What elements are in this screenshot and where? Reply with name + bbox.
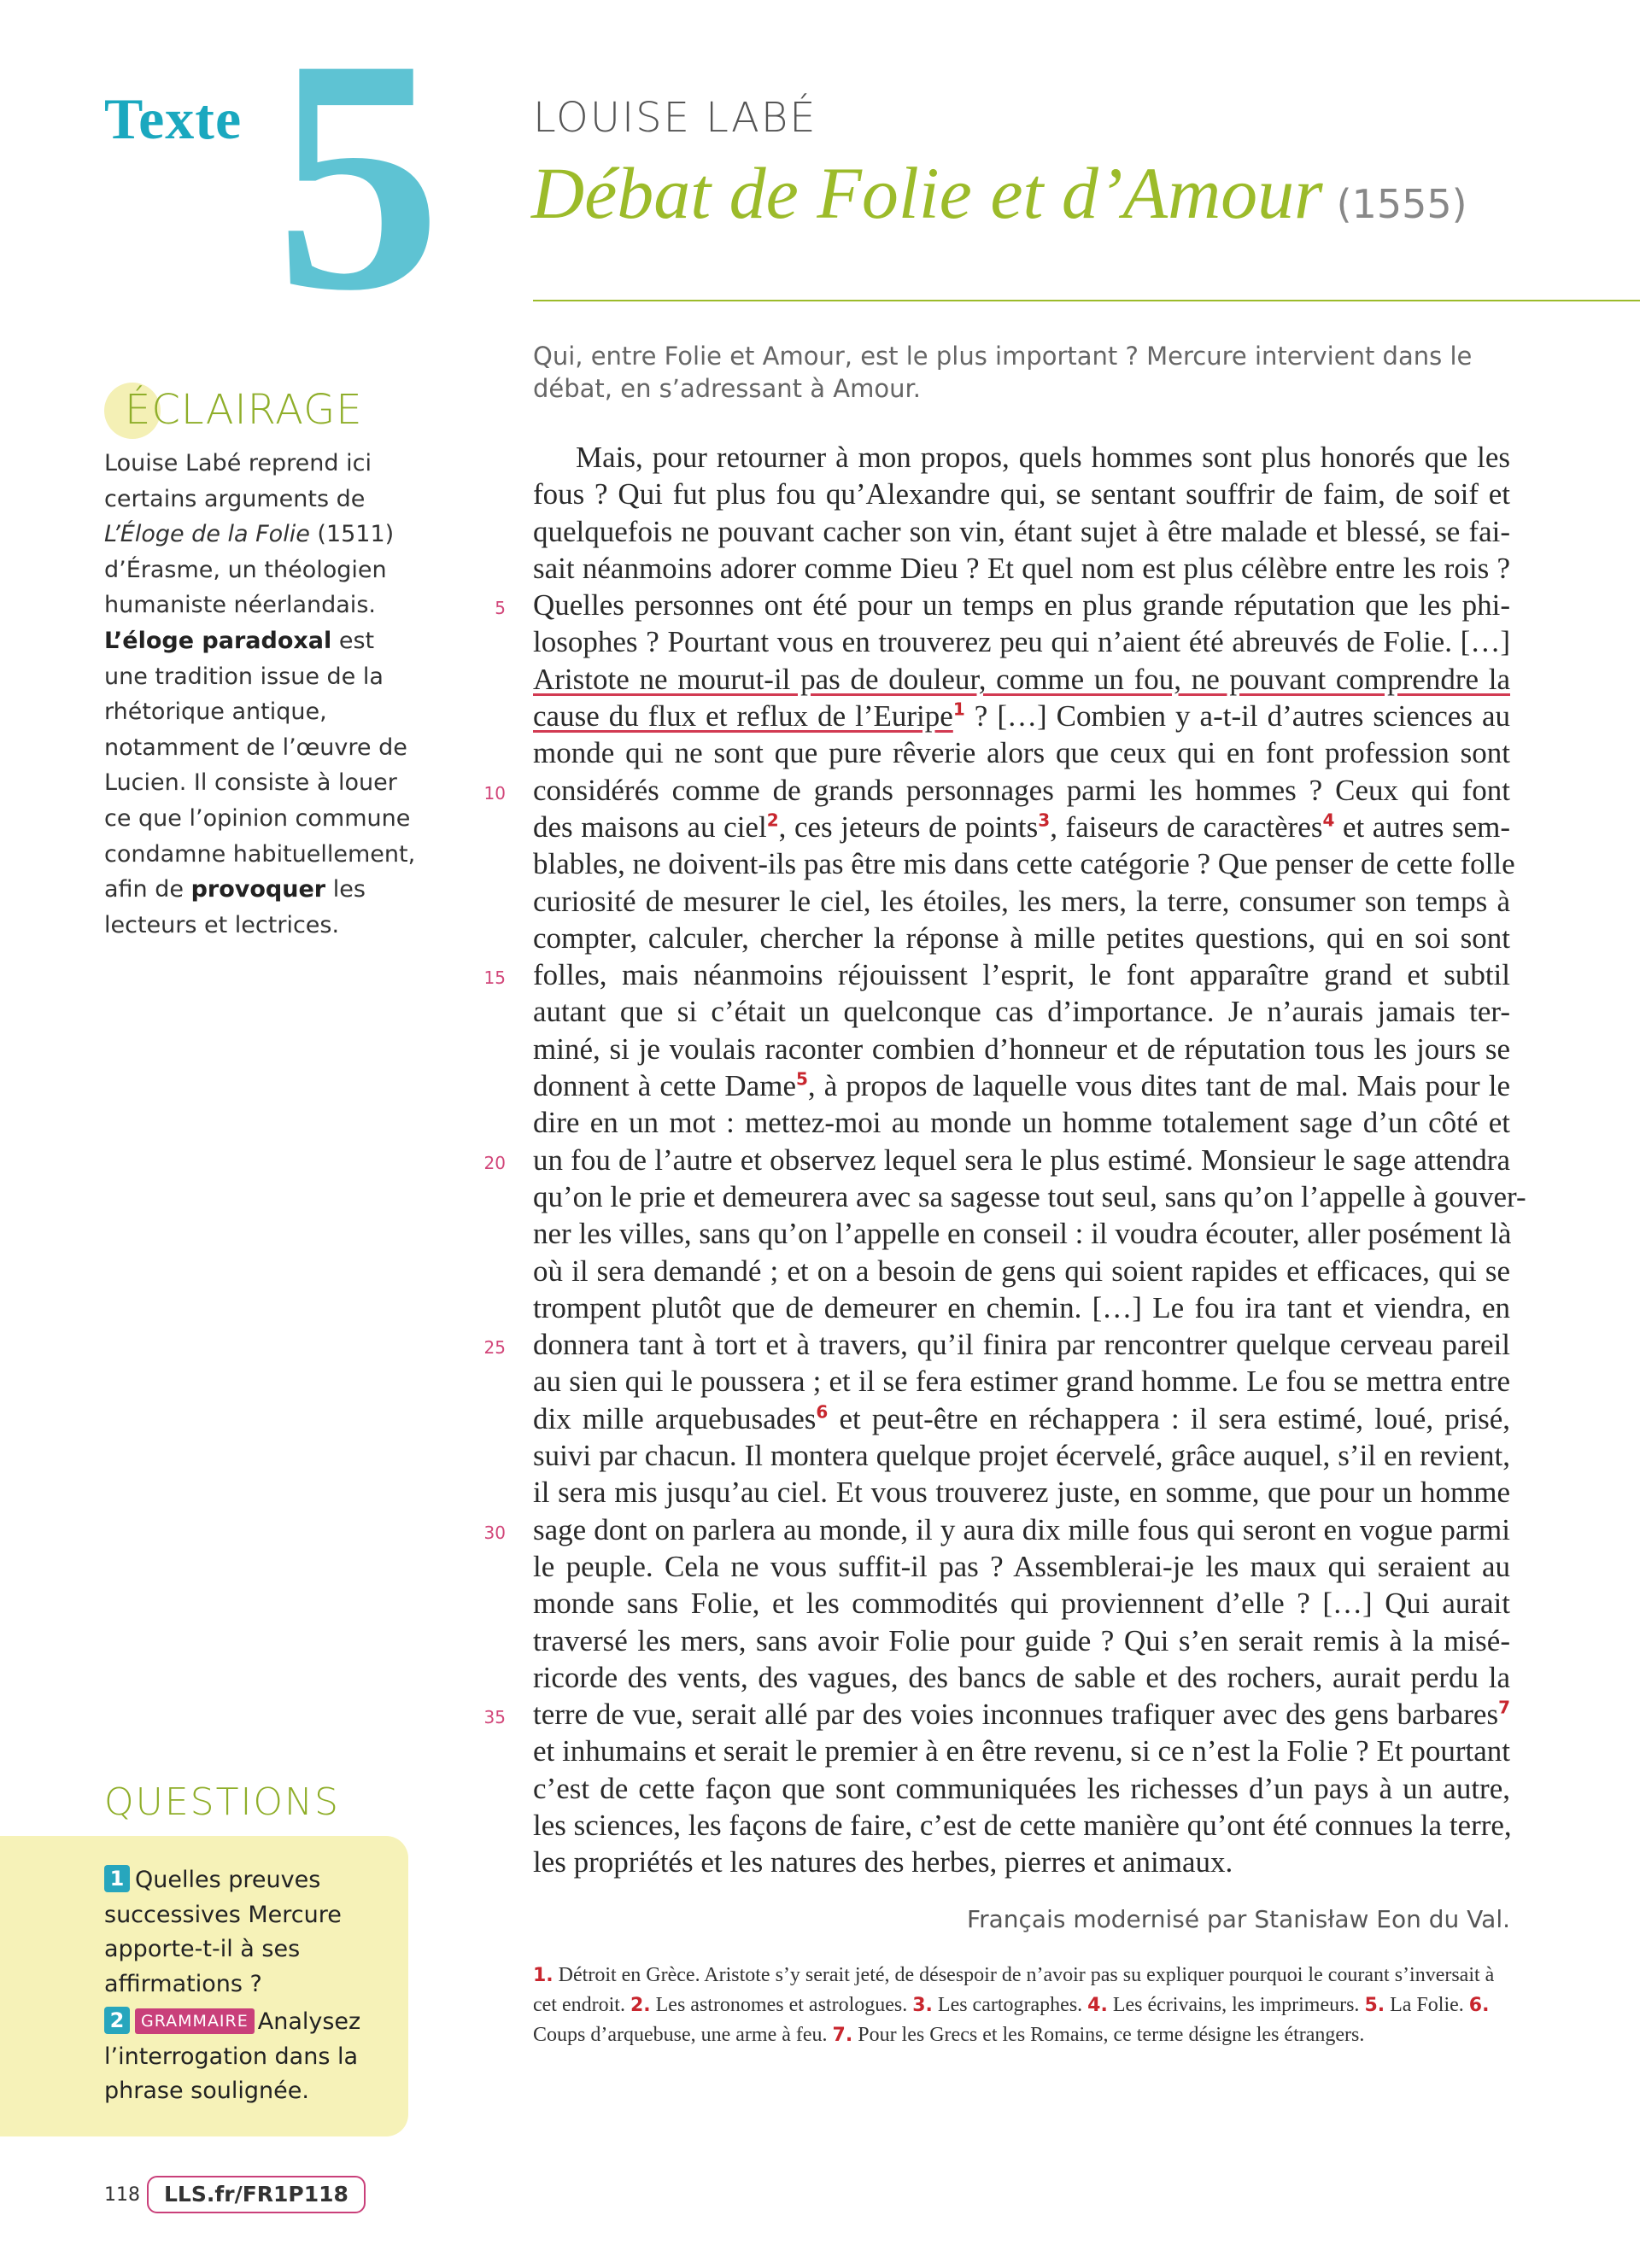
line-number: 10 [483,783,506,804]
text-line: qu’on le prie et demeurera avec sa sagesse tout seul, sans qu’on l’appelle à gouver- [533,1179,1526,1213]
note-number: 4. [1087,1995,1108,2016]
text-line: autant que si c’était un quelconque cas d’importance. Je n’aurais jamais ter- [533,995,1510,1029]
question-text: Quelles preuves successives Mercure apporte-t-il à ses affirmations ? [104,1867,342,1997]
footnote-ref[interactable]: 2 [766,810,779,831]
line-number: 30 [483,1523,506,1543]
translator-credit: Français modernisé par Stanisław Eon du Val. [967,1905,1510,1933]
note-number: 3. [912,1995,933,2016]
text-line: sage dont on parlera au monde, il y aura dix mille fous qui seront en vogue parmi [533,1512,1510,1546]
page-link[interactable]: LLS.fr/FR1P118 [147,2176,366,2213]
line-number: 25 [483,1337,506,1358]
text-line: curiosité de mesurer le ciel, les étoiles, les mers, la terre, consumer son temps à [533,884,1510,918]
text-line: des maisons au ciel$^2$, ces jeteurs de points$^3$, faiseurs de caractères$^4$ et autres sem- [533,810,1510,844]
erasme-work-title: L’Éloge de la Folie [104,521,310,548]
intro-text: Qui, entre Folie et Amour, est le plus important ? Mercure intervient dans le débat, en s’adressant à Amour. [533,342,1473,403]
line-number: 20 [483,1153,506,1173]
note-text: Les cartographes. [937,1994,1083,2016]
page-number: 118 [104,2184,140,2206]
text-line: et inhumains et serait le premier à en être revenu, si ce n’est la Folie ? Et pourtant [533,1734,1510,1768]
text-line: terre de vue, serait allé par des voies inconnues trafiquer avec des gens barbares$^7$ [533,1697,1510,1732]
note-number: 2. [630,1995,651,2016]
work-title: Débat de Folie et d’Amour [531,152,1323,234]
author-name: LOUISE LABÉ [533,94,817,142]
text-line: compter, calculer, chercher la réponse à mille petites questions, qui en soi sont [533,921,1510,955]
footnote-ref[interactable]: 5 [796,1068,808,1090]
line-number: 35 [483,1707,506,1727]
key-term: provoquer [190,876,326,903]
note-number: 1. [533,1965,554,1986]
footnote-ref[interactable]: 7 [1498,1697,1510,1718]
text-line: monde qui ne sont que pure rêverie alors que ceux qui en font profession sont [533,736,1510,770]
text-line: un fou de l’autre et observez lequel sera le plus estimé. Monsieur le sage attendra [533,1143,1510,1177]
question-text: Analysez l’interrogation dans la phrase soulignée. [104,2008,361,2104]
text-line: les propriétés et les natures des herbes, pierres et animaux. [533,1845,1233,1879]
note-text: Les écrivains, les imprimeurs. [1112,1994,1360,2016]
questions-list [104,1863,403,2109]
text-line: miné, si je voulais raconter combien d’honneur et de réputation tous les jours se [533,1032,1510,1066]
text-line: cause du flux et reflux de l’Euripe$^1$ ? […] Combien y a-t-il d’autres sciences au [533,699,1511,734]
text-line: monde sans Folie, et les commodités qui proviennent d’elle ? […] Qui aurait [533,1587,1510,1621]
key-term: L’éloge paradoxal [104,627,332,654]
text-line: il sera mis jusqu’au ciel. Et vous trouverez juste, en somme, que pour un homme [533,1476,1510,1510]
text-line: dire en un mot : mettez-moi au monde un homme totalement sage d’un côté et [533,1106,1510,1140]
line-number: 15 [483,967,506,988]
text-line: suivi par chacun. Il montera quelque projet écervelé, grâce auquel, s’il en revient, [533,1439,1510,1473]
text-line: traversé les mers, sans avoir Folie pour guide ? Qui s’en serait remis à la misé- [533,1623,1510,1657]
note-text: Les astronomes et astrologues. [655,1994,908,2016]
text-line: où il sera demandé ; et on a besoin de gens qui soient rapides et efficaces, qui se [533,1254,1510,1288]
text-line: donnent à cette Dame$^5$, à propos de laquelle vous dites tant de mal. Mais pour le [533,1068,1510,1103]
question-item [104,2005,403,2109]
text-line: dix mille arquebusades$^6$ et peut-être en réchappera : il sera estimé, loué, prisé, [533,1401,1510,1435]
text-line: les sciences, les façons de faire, c’est de cette manière qu’ont été connues la terre, [533,1808,1512,1842]
text-line: au sien qui le poussera ; et il se fera estimer grand homme. Le fou se mettra entre [533,1365,1510,1399]
note-text: Détroit en Grèce. Aristote s’y serait jeté, de désespoir de n’avoir pas su expliquer pourquoi le courant s’inversait à cet endroit. [533,1964,1495,2016]
work-title-line [531,150,1467,236]
text-line: Quelles personnes ont été pour un temps en plus grande réputation que les phi- [533,588,1510,623]
underlined-sentence: cause du flux et reflux de l’Euripe [533,699,953,734]
text-line: ner les villes, sans qu’on l’appelle en conseil : il voudra écouter, aller posément là [533,1217,1512,1251]
header-divider [533,300,1640,301]
text-line: trompent plutôt que de demeurer en chemin. […] Le fou ira tant et viendra, en [533,1290,1510,1324]
footnote-ref[interactable]: 4 [1322,810,1335,831]
text-line: quelquefois ne pouvant cacher son vin, étant sujet à être malade et blessé, se fai- [533,514,1510,548]
main-text [533,439,1526,1881]
text-number: 5 [275,0,442,359]
grammar-badge: GRAMMAIRE [135,2008,255,2034]
note-text: Coups d’arquebuse, une arme à feu. [533,2024,828,2046]
work-year: (1555) [1336,181,1467,227]
line-number: 5 [495,598,506,618]
underlined-sentence: Aristote ne mourut-il pas de douleur, comme un fou, ne pouvant comprendre la [533,662,1510,696]
text-line: losophes ? Pourtant vous en trouverez peu qui n’aient été abreuvés de Folie. […] [533,625,1510,659]
text-label: Texte [104,86,243,151]
eclairage-body: Louise Labé reprend ici certains arguments de L’Éloge de la Folie (1511) d’Érasme, un théologien humaniste néerlandais. L’éloge paradoxal est une tradition issue de la rhétorique antique, notamment de l’œuvre de Lucien. Il consiste à louer ce que l’opinion commune condamne habituellement, afin de provoquer les lecteurs et lectrices. [104,450,416,938]
text-line: sait néanmoins adorer comme Dieu ? Et quel nom est plus célèbre entre les rois ? [533,551,1510,585]
note-text: Pour les Grecs et les Romains, ce terme désigne les étrangers. [858,2024,1365,2046]
text-line: fous ? Qui fut plus fou qu’Alexandre qui, se sentant souffrir de faim, de soif et [533,477,1510,511]
text-line: Mais, pour retourner à mon propos, quels hommes sont plus honorés que les [576,441,1510,474]
question-item [104,1863,403,2002]
note-number: 5. [1364,1995,1385,2016]
footnote-ref[interactable]: 3 [1038,810,1051,831]
text-line: blables, ne doivent-ils pas être mis dans cette catégorie ? Que penser de cette folle [533,847,1515,881]
question-number: 2 [104,2007,130,2034]
text-line: folles, mais néanmoins réjouissent l’esprit, le font apparaître grand et subtil [533,958,1510,992]
text-line: le peuple. Cela ne vous suffit-il pas ? Assemblerai-je les maux qui seraient au [533,1549,1510,1583]
footnote-ref[interactable]: 1 [952,699,965,720]
note-number: 7. [832,2025,853,2046]
question-number: 1 [104,1865,130,1892]
eclairage-title: ÉCLAIRAGE [125,386,363,434]
footnote-ref[interactable]: 6 [816,1401,829,1423]
footnotes [533,1961,1515,2050]
text-line: donnera tant à tort et à travers, qu’il finira par rencontrer quelque cerveau pareil [533,1328,1510,1362]
text-line: ricorde des vents, des vagues, des bancs de sable et des rochers, aurait perdu la [533,1660,1510,1694]
note-number: 6. [1468,1995,1490,2016]
note-text: La Folie. [1390,1994,1464,2016]
text-line: c’est de cette façon que sont communiquées les richesses d’un pays à un autre, [533,1771,1510,1805]
text-line: considérés comme de grands personnages parmi les hommes ? Ceux qui font [533,773,1510,807]
questions-title: QUESTIONS [104,1780,340,1824]
